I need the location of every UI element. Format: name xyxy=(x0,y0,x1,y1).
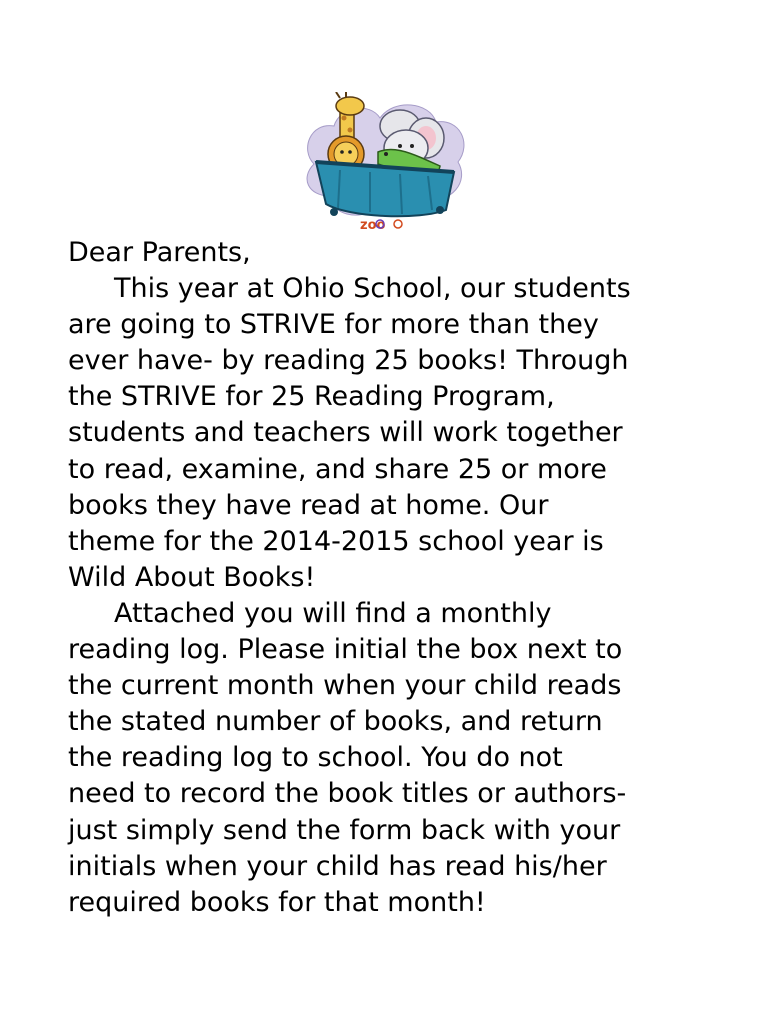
paragraph-line: This year at Ohio School, our students xyxy=(114,273,631,305)
paragraph-program-intro xyxy=(68,271,718,596)
paragraph-line: reading log. Please initial the box next to xyxy=(68,634,623,666)
paragraph-line: the current month when your child reads xyxy=(68,670,622,702)
paragraph-line: to read, examine, and share 25 or more xyxy=(68,453,607,485)
paragraph-line: required books for that month! xyxy=(68,886,486,918)
paragraph-line: the STRIVE for 25 Reading Program, xyxy=(68,381,555,413)
paragraph-line: the reading log to school. You do not xyxy=(68,742,563,774)
svg-text:zoo: zoo xyxy=(360,218,386,232)
paragraph-line: initials when your child has read his/her xyxy=(68,850,607,882)
paragraph-line: Attached you will find a monthly xyxy=(114,597,552,629)
paragraph-line: ever have- by reading 25 books! Through xyxy=(68,345,629,377)
zoo-animals-clipart-icon xyxy=(300,92,470,232)
paragraph-line: students and teachers will work together xyxy=(68,417,623,449)
paragraph-line: books they have read at home. Our xyxy=(68,489,549,521)
letter-body xyxy=(68,235,718,921)
paragraph-line: theme for the 2014-2015 school year is xyxy=(68,525,604,557)
paragraph-line: the stated number of books, and return xyxy=(68,706,603,738)
paragraph-line: are going to STRIVE for more than they xyxy=(68,309,599,341)
paragraph-line: Wild About Books! xyxy=(68,561,316,593)
paragraph-line: need to record the book titles or authors- xyxy=(68,778,627,810)
paragraph-line: just simply send the form back with your xyxy=(68,814,621,846)
salutation: Dear Parents, xyxy=(68,237,251,268)
paragraph-reading-log xyxy=(68,596,718,921)
